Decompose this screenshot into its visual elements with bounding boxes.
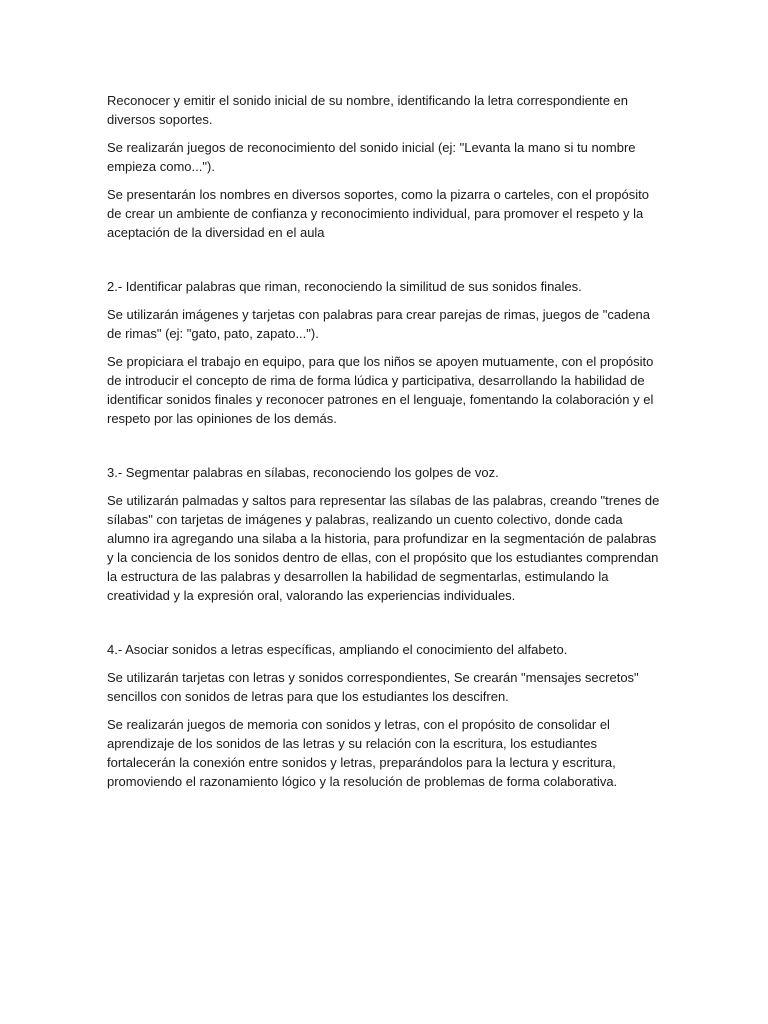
- document-page: [107, 91, 663, 791]
- paragraph-objective: Reconocer y emitir el sonido inicial de su nombre, identificando la letra correspondiente en diversos soportes.: [107, 93, 629, 127]
- paragraph-activity: Se realizarán juegos de reconocimiento del sonido inicial (ej: "Levanta la mano si tu nombre empieza como...").: [107, 140, 636, 174]
- paragraph-activity: Se utilizarán tarjetas con letras y sonidos correspondientes, Se crearán "mensajes secretos" sencillos con sonidos de letras para que los estudiantes los descifren.: [107, 670, 639, 704]
- paragraph-purpose: Se realizarán juegos de memoria con sonidos y letras, con el propósito de consolidar el aprendizaje de los sonidos de las letras y su relación con la escritura, los estudiantes fortalecerán la conexión entre sonidos y letras, preparándolos para la lectura y escritura, promoviendo el razonamiento lógico y la resolución de problemas de forma colaborativa.: [107, 717, 618, 789]
- section-4: [107, 640, 663, 791]
- paragraph-activity: Se utilizarán imágenes y tarjetas con palabras para crear parejas de rimas, juegos de "cadena de rimas" (ej: "gato, pato, zapato...").: [107, 307, 650, 341]
- section-3: [107, 463, 663, 605]
- paragraph-objective: 2.- Identificar palabras que riman, reconociendo la similitud de sus sonidos finales.: [107, 279, 582, 294]
- paragraph-purpose: Se presentarán los nombres en diversos soportes, como la pizarra o carteles, con el propósito de crear un ambiente de confianza y reconocimiento individual, para promover el respeto y la aceptación de la diversidad en el aula: [107, 187, 649, 240]
- paragraph-activity: Se utilizarán palmadas y saltos para representar las sílabas de las palabras, creando "trenes de sílabas" con tarjetas de imágenes y palabras, realizando un cuento colectivo, donde cada alumno ira agregando una silaba a la historia, para profundizar en la segmentación de palabras y la conciencia de los sonidos dentro de ellas, con el propósito que los estudiantes comprendan la estructura de las palabras y desarrollen la habilidad de segmentarlas, estimulando la creatividad y la expresión oral, valorando las experiencias individuales.: [107, 493, 660, 603]
- section-2: [107, 277, 663, 428]
- paragraph-objective: 3.- Segmentar palabras en sílabas, reconociendo los golpes de voz.: [107, 465, 499, 480]
- paragraph-purpose: Se propiciara el trabajo en equipo, para que los niños se apoyen mutuamente, con el propósito de introducir el concepto de rima de forma lúdica y participativa, desarrollando la habilidad de identificar sonidos finales y reconocer patrones en el lenguaje, fomentando la colaboración y el respeto por las opiniones de los demás.: [107, 354, 654, 426]
- paragraph-objective: 4.- Asociar sonidos a letras específicas, ampliando el conocimiento del alfabeto.: [107, 642, 568, 657]
- section-1: [107, 91, 663, 242]
